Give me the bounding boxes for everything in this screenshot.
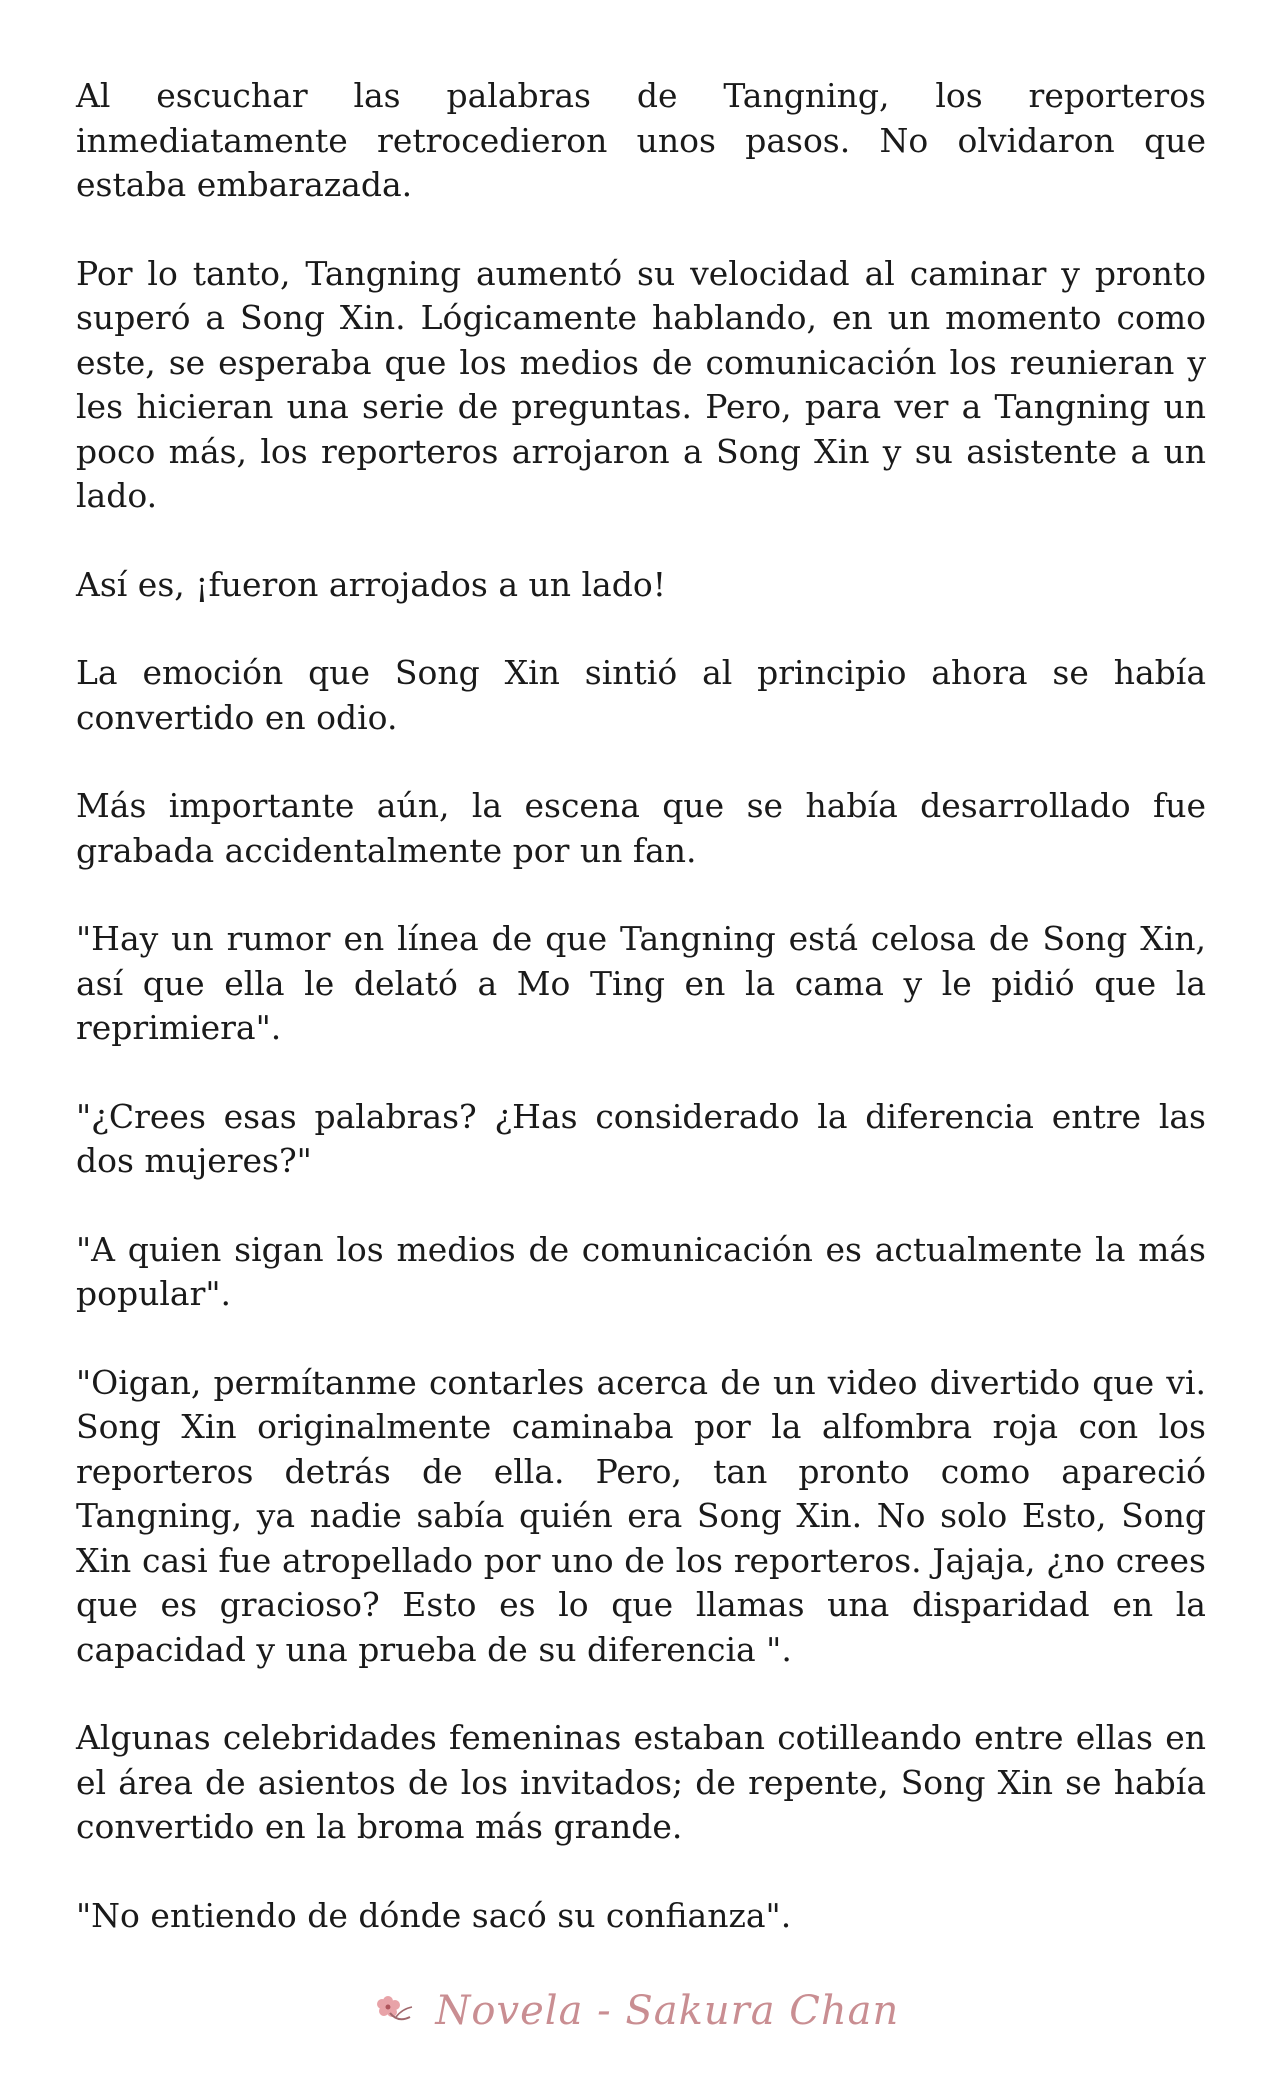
paragraph-8: "A quien sigan los medios de comunicación es actualmente la más popular".	[76, 1229, 1206, 1313]
paragraph-1: Al escuchar las palabras de Tangning, los reporteros inmediatamente retrocedieron unos pasos. No olvidaron que estaba embarazada.	[76, 76, 1206, 204]
paragraph-9: "Oigan, permítanme contarles acerca de un video divertido que vi. Song Xin originalmente caminaba por la alfombra roja con los reporteros detrás de ella. Pero, tan pronto como apareció Tangning, ya nadie sabía quién era Song Xin. No solo Esto, Song Xin casi fue atropellado por uno de los reporteros. Jajaja, ¿no crees que es gracioso? Esto es lo que llamas una disparidad en la capacidad y una prueba de su diferencia ".	[76, 1362, 1206, 1669]
paragraph-11: "No entiendo de dónde sacó su confianza".	[76, 1895, 792, 1935]
watermark-text: Novela - Sakura Chan	[435, 1988, 900, 2034]
paragraph-10: Algunas celebridades femeninas estaban cotilleando entre ellas en el área de asientos de los invitados; de repente, Song Xin se había convertido en la broma más grande.	[76, 1718, 1206, 1846]
paragraph-6: "Hay un rumor en línea de que Tangning está celosa de Song Xin, así que ella le delató a Mo Ting en la cama y le pidió que la reprimiera".	[76, 919, 1206, 1047]
paragraph-5: Más importante aún, la escena que se había desarrollado fue grabada accidentalmente por un fan.	[76, 786, 1206, 870]
paragraph-7: "¿Crees esas palabras? ¿Has considerado la diferencia entre las dos mujeres?"	[76, 1096, 1206, 1180]
paragraph-4: La emoción que Song Xin sintió al principio ahora se había convertido en odio.	[76, 653, 1206, 737]
watermark-footer	[0, 1988, 1275, 2037]
paragraph-2: Por lo tanto, Tangning aumentó su velocidad al caminar y pronto superó a Song Xin. Lógicamente hablando, en un momento como este, se esperaba que los medios de comunicación los reunieran y les hicieran una serie de preguntas. Pero, para ver a Tangning un poco más, los reporteros arrojaron a Song Xin y su asistente a un lado.	[76, 253, 1206, 515]
sakura-flower-icon	[376, 1991, 416, 2037]
document-body	[76, 74, 1206, 1982]
paragraph-3: Así es, ¡fueron arrojados a un lado!	[76, 564, 666, 604]
